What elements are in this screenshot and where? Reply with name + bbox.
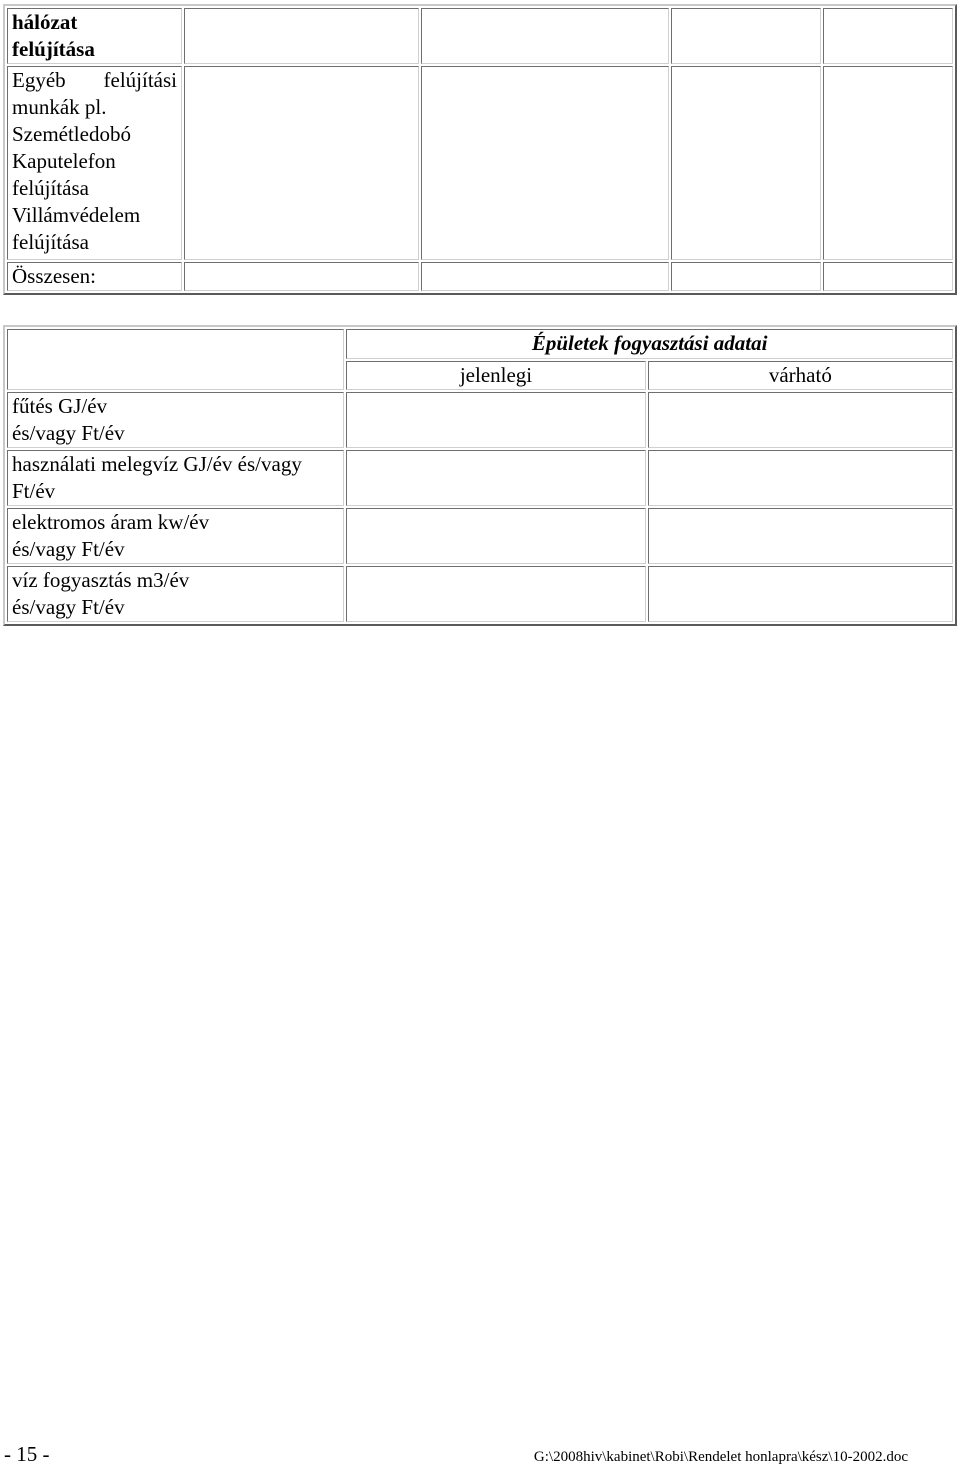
current-value-cell[interactable]	[346, 392, 645, 448]
row-label-text: és/vagy Ft/év	[12, 595, 125, 619]
table-row	[7, 66, 953, 260]
consumption-title: Épületek fogyasztási adatai	[531, 331, 768, 355]
renovation-table	[3, 4, 957, 295]
table-row	[7, 329, 953, 359]
empty-cell[interactable]	[184, 8, 419, 64]
consumption-table	[3, 325, 957, 626]
total-label: Összesen:	[12, 264, 96, 288]
empty-cell[interactable]	[421, 8, 669, 64]
renovation-label: felújítása	[12, 37, 95, 61]
description-line	[12, 67, 177, 94]
current-value-cell[interactable]	[346, 508, 645, 564]
row-label-water	[7, 566, 344, 622]
row-label-electricity	[7, 508, 344, 564]
empty-cell[interactable]	[671, 66, 821, 260]
description-text: Szemétledobó	[12, 122, 131, 146]
total-label-cell	[7, 262, 182, 291]
description-text: Egyéb	[12, 68, 66, 92]
description-text: felújítása	[12, 230, 89, 254]
description-text: munkák pl.	[12, 95, 107, 119]
consumption-title-cell	[346, 329, 953, 359]
empty-cell[interactable]	[671, 262, 821, 291]
description-text: Villámvédelem	[12, 203, 141, 227]
page-number: - 15 -	[4, 1442, 50, 1466]
empty-cell[interactable]	[823, 262, 953, 291]
row-label-text: fűtés GJ/év	[12, 394, 108, 418]
row-label-text: használati melegvíz GJ/év és/vagy	[12, 452, 302, 476]
row-label-text: Ft/év	[12, 479, 56, 503]
expected-value-cell[interactable]	[648, 508, 953, 564]
empty-cell[interactable]	[823, 66, 953, 260]
description-text: Kaputelefon	[12, 149, 116, 173]
table-row	[7, 8, 953, 64]
row-label-text: és/vagy Ft/év	[12, 537, 125, 561]
column-header-expected: várható	[648, 361, 953, 390]
description-text: felújítási	[103, 68, 177, 92]
empty-cell[interactable]	[184, 66, 419, 260]
current-value-cell[interactable]	[346, 450, 645, 506]
table-row	[7, 262, 953, 291]
table-row	[7, 566, 953, 622]
row-label-text: elektromos áram kw/év	[12, 510, 210, 534]
table-row	[7, 508, 953, 564]
empty-cell[interactable]	[823, 8, 953, 64]
column-header-current: jelenlegi	[346, 361, 645, 390]
row-label-text: víz fogyasztás m3/év	[12, 568, 190, 592]
file-path: G:\2008hiv\kabinet\Robi\Rendelet honlapra\kész\10-2002.doc	[533, 1449, 908, 1465]
row-label-heating	[7, 392, 344, 448]
empty-cell[interactable]	[421, 66, 669, 260]
empty-cell[interactable]	[671, 8, 821, 64]
description-text: felújítása	[12, 176, 89, 200]
row-label-hot-water	[7, 450, 344, 506]
expected-value-cell[interactable]	[648, 450, 953, 506]
empty-cell	[7, 329, 344, 390]
other-renovation-cell	[7, 66, 182, 260]
empty-cell[interactable]	[421, 262, 669, 291]
table-row	[7, 450, 953, 506]
empty-cell[interactable]	[184, 262, 419, 291]
table-row	[7, 392, 953, 448]
network-renovation-cell	[7, 8, 182, 64]
expected-value-cell[interactable]	[648, 566, 953, 622]
expected-value-cell[interactable]	[648, 392, 953, 448]
current-value-cell[interactable]	[346, 566, 645, 622]
network-label: hálózat	[12, 10, 78, 34]
row-label-text: és/vagy Ft/év	[12, 421, 125, 445]
